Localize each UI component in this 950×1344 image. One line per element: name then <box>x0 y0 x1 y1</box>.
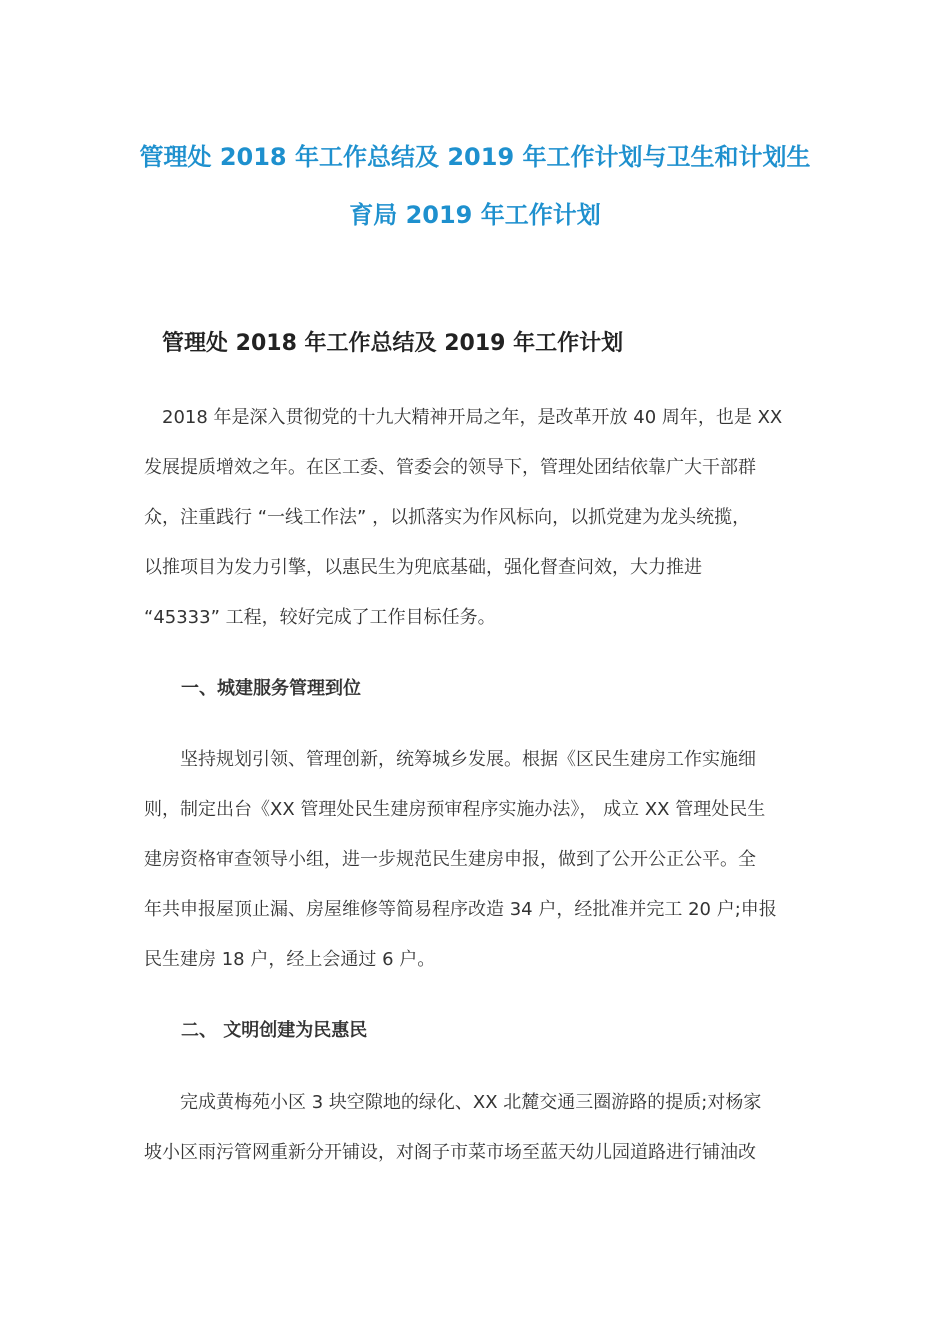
heading-civilization: 二、 文明创建为民惠民 <box>181 1020 368 1041</box>
paragraph-line: 众，注重践行 “一线工作法” ，以抓落实为作风标向，以抓党建为龙头统揽， <box>144 507 751 528</box>
paragraph-line: 坡小区雨污管网重新分开铺设，对阁子市菜市场至蓝天幼儿园道路进行铺油改 <box>144 1142 756 1163</box>
paragraph-line: 则，制定出台《XX 管理处民生建房预审程序实施办法》， 成立 XX 管理处民生 <box>144 799 766 820</box>
section-title: 管理处 2018 年工作总结及 2019 年工作计划 <box>162 331 624 356</box>
document-title-line: 管理处 2018 年工作总结及 2019 年工作计划与卫生和计划生 <box>139 143 811 171</box>
document-title-line: 育局 2019 年工作计划 <box>349 201 601 229</box>
paragraph-line: “45333” 工程，较好完成了工作目标任务。 <box>144 607 496 628</box>
paragraph-line: 年共申报屋顶止漏、房屋维修等简易程序改造 34 户，经批准并完工 20 户;申报 <box>144 899 777 920</box>
intro-paragraph <box>144 393 824 643</box>
paragraph-line: 民生建房 18 户，经上会通过 6 户。 <box>144 949 436 970</box>
paragraph-line: 坚持规划引领、管理创新，统筹城乡发展。根据《区民生建房工作实施细 <box>144 749 756 770</box>
paragraph-urban-construction <box>144 735 824 985</box>
heading-urban-construction: 一、城建服务管理到位 <box>181 678 361 699</box>
paragraph-civilization <box>144 1078 824 1178</box>
document-title <box>100 128 850 244</box>
paragraph-line: 以推项目为发力引擎，以惠民生为兜底基础，强化督查问效，大力推进 <box>144 557 702 578</box>
paragraph-line: 2018 年是深入贯彻党的十九大精神开局之年，是改革开放 40 周年，也是 XX <box>144 407 783 428</box>
paragraph-line: 建房资格审查领导小组，进一步规范民生建房申报，做到了公开公正公平。全 <box>144 849 756 870</box>
paragraph-line: 发展提质增效之年。在区工委、管委会的领导下，管理处团结依靠广大干部群 <box>144 457 756 478</box>
paragraph-line: 完成黄梅苑小区 3 块空隙地的绿化、XX 北麓交通三圈游路的提质;对杨家 <box>144 1092 762 1113</box>
